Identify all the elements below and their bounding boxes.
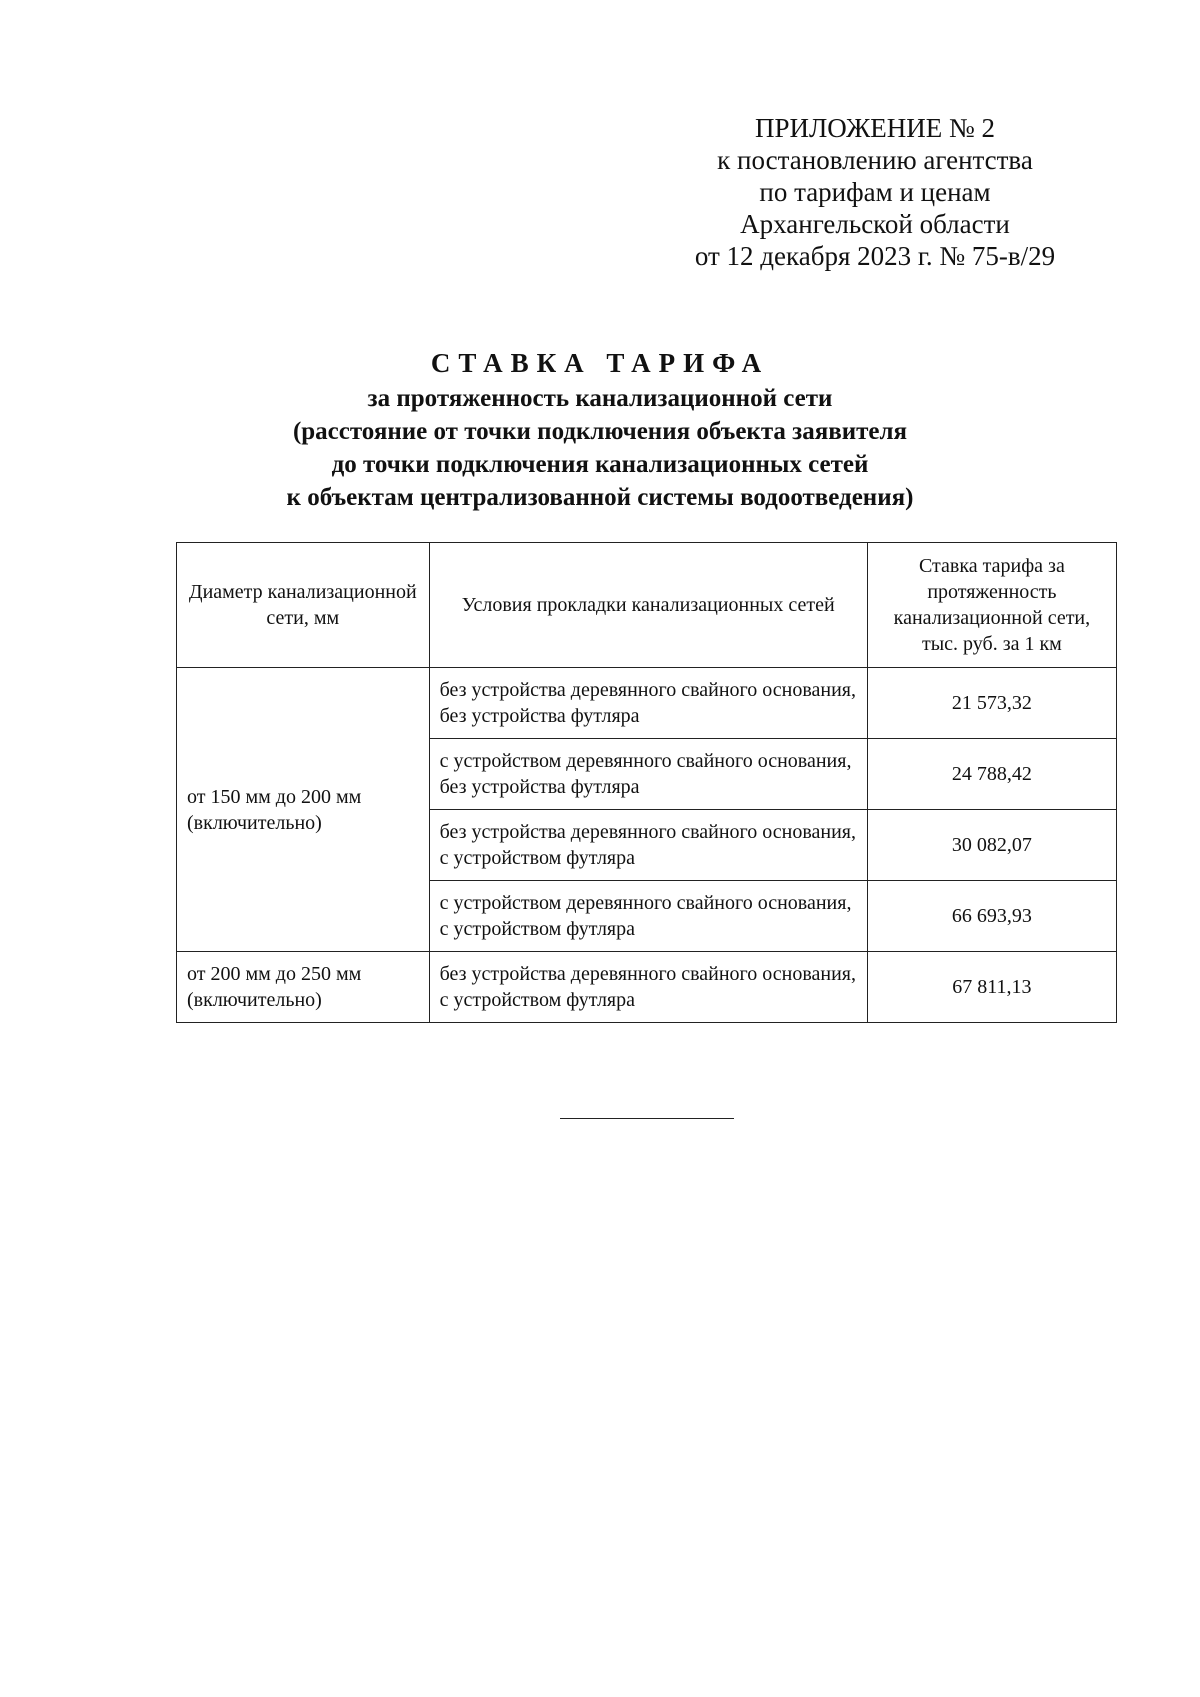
header-conditions: Условия прокладки канализационных сетей <box>429 543 867 668</box>
tariff-table <box>176 542 1117 1023</box>
title-subline: к объектам централизованной системы водоотведения) <box>286 484 914 511</box>
conditions-cell: без устройства деревянного свайного основания, с устройством футляра <box>429 810 867 881</box>
rate-cell: 66 693,93 <box>867 881 1116 952</box>
title-subline: до точки подключения канализационных сетей <box>331 451 869 478</box>
appendix-header <box>680 112 1070 272</box>
end-divider <box>560 1118 734 1119</box>
appendix-number: ПРИЛОЖЕНИЕ № 2 <box>754 113 996 143</box>
document-title <box>150 346 1050 514</box>
header-diameter: Диаметр канализационной сети, мм <box>177 543 430 668</box>
rate-cell: 24 788,42 <box>867 739 1116 810</box>
appendix-date-line: от 12 декабря 2023 г. № 75-в/29 <box>694 241 1056 271</box>
conditions-cell: с устройством деревянного свайного основания, с устройством футляра <box>429 881 867 952</box>
table-header-row <box>177 543 1117 668</box>
rate-cell: 30 082,07 <box>867 810 1116 881</box>
conditions-cell: с устройством деревянного свайного основания, без устройства футляра <box>429 739 867 810</box>
appendix-ref-line: к постановлению агентства <box>717 145 1033 175</box>
conditions-cell: без устройства деревянного свайного основания, с устройством футляра <box>429 952 867 1023</box>
header-rate: Ставка тарифа за протяженность канализационной сети, тыс. руб. за 1 км <box>867 543 1116 668</box>
rate-cell: 21 573,32 <box>867 668 1116 739</box>
conditions-cell: без устройства деревянного свайного основания, без устройства футляра <box>429 668 867 739</box>
appendix-ref-line: по тарифам и ценам <box>759 177 991 207</box>
diameter-cell: от 200 мм до 250 мм (включительно) <box>177 952 430 1023</box>
title-subline: за протяженность канализационной сети <box>367 385 833 412</box>
rate-cell: 67 811,13 <box>867 952 1116 1023</box>
diameter-cell: от 150 мм до 200 мм (включительно) <box>177 668 430 952</box>
table-row <box>177 668 1117 739</box>
table-row <box>177 952 1117 1023</box>
appendix-ref-line: Архангельской области <box>740 209 1010 239</box>
title-subline: (расстояние от точки подключения объекта заявителя <box>292 418 908 445</box>
title-main: СТАВКА ТАРИФА <box>430 348 770 378</box>
